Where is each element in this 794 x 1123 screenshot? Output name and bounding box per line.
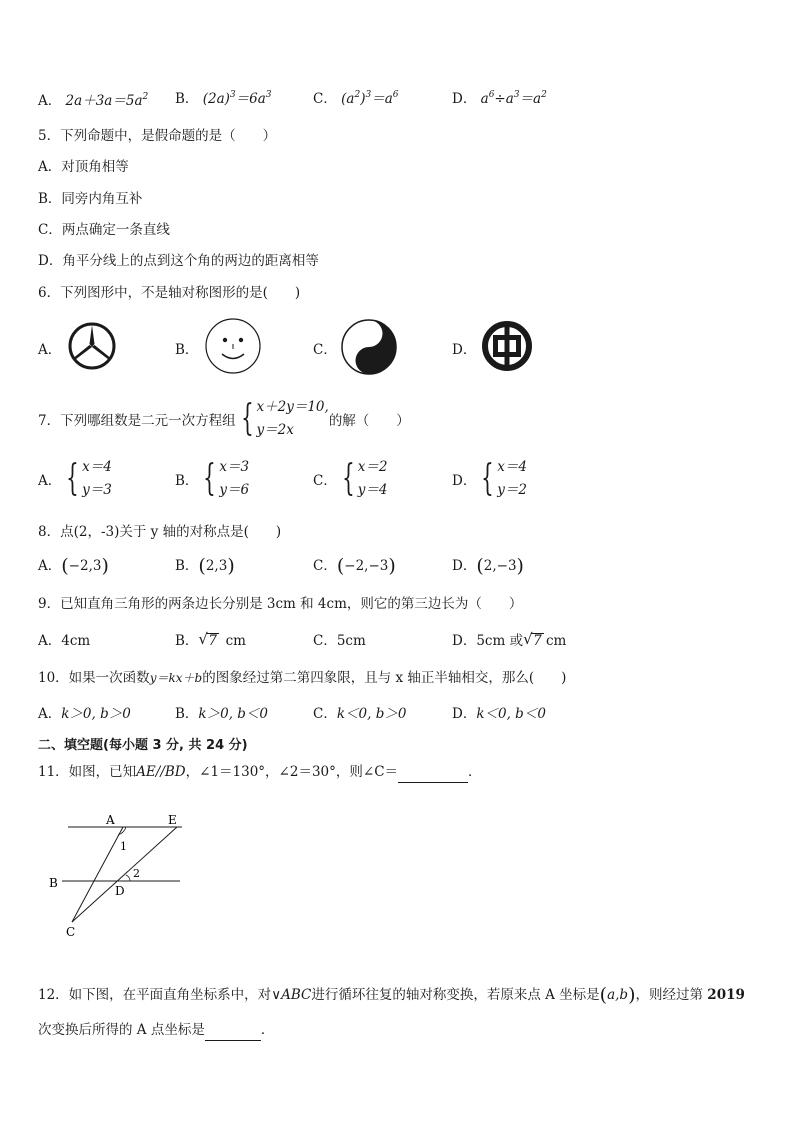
q6-stem: 6．下列图形中，不是轴对称图形的是( ) xyxy=(38,285,301,301)
label-d: D xyxy=(115,884,125,898)
q10-option-a: A．k＞0, b＞0 xyxy=(38,706,131,722)
q11-stem: 11．如图，已知AE//BD，∠1＝130°，∠2＝30°，则∠C＝ ． xyxy=(38,760,482,783)
q9-option-b: B． √ 7 cm xyxy=(175,630,246,649)
option-letter: B． xyxy=(175,91,199,107)
q9-stem: 9．已知直角三角形的两条边长分别是 3cm 和 4cm，则它的第三边长为（ ） xyxy=(38,596,523,612)
q6-letter-b: B． xyxy=(175,342,199,358)
q8-option-a: A．(−2,3) xyxy=(38,555,109,577)
q5-option-d: D．角平分线上的点到这个角的两边的距离相等 xyxy=(38,253,319,269)
q11-geometry-figure xyxy=(40,805,200,950)
q10-option-c: C．k＜0, b＞0 xyxy=(313,706,407,722)
label-b: B xyxy=(49,876,58,890)
q5-option-b: B．同旁内角互补 xyxy=(38,191,143,207)
q7-stem: 7．下列哪组数是二元一次方程组 { x＋2y＝10, y＝2x的解（ ） xyxy=(38,398,410,439)
q5-option-a: A．对顶角相等 xyxy=(38,159,129,175)
q8-option-d: D．(2,−3) xyxy=(452,555,524,577)
answer-blank[interactable] xyxy=(398,766,468,783)
q12-number: 2019 xyxy=(707,987,745,1003)
yin-yang-icon xyxy=(340,318,398,376)
q7-option-b: B． { x＝3 y＝6 xyxy=(175,458,250,499)
q7-eq2: y＝2x xyxy=(256,422,294,438)
label-angle-1: 1 xyxy=(120,840,127,853)
q5-stem: 5．下列命题中，是假命题的是（ ） xyxy=(38,128,277,144)
q7-option-c: C． { x＝2 y＝4 xyxy=(313,458,388,499)
q8-stem: 8．点(2，-3)关于 y 轴的对称点是( ) xyxy=(38,524,282,540)
option-letter: C． xyxy=(313,91,337,107)
label-a: A xyxy=(106,813,115,827)
bank-of-china-logo-icon xyxy=(480,319,534,373)
label-c: C xyxy=(66,925,76,939)
q7-option-a: A． { x＝4 y＝3 xyxy=(38,458,112,499)
q8-option-c: C．(−2,−3) xyxy=(313,555,396,577)
q9-option-a: A．4cm xyxy=(38,633,91,649)
q10-option-b: B．k＞0, b＜0 xyxy=(175,706,269,722)
option-letter: A． xyxy=(38,93,62,109)
q4-option-a: A． $2a+3a=5a^2$ xyxy=(38,91,149,109)
q6-letter-c: C． xyxy=(313,342,337,358)
sqrt-symbol: √ 7 xyxy=(523,630,542,649)
q8-option-b: B．(2,3) xyxy=(175,555,235,577)
q10-option-d: D．k＜0, b＜0 xyxy=(452,706,546,722)
q5-option-c: C．两点确定一条直线 xyxy=(38,222,170,238)
section-heading: 二、填空题(每小题 3 分, 共 24 分) xyxy=(38,738,248,753)
q6-letter-d: D． xyxy=(452,342,477,358)
q6-letter-a: A． xyxy=(38,342,62,358)
sqrt-symbol: √ 7 xyxy=(198,630,218,649)
q4-option-d: D． $a^6\div a^3=a^2$ xyxy=(452,89,547,107)
q7-option-d: D． { x＝4 y＝2 xyxy=(452,458,527,499)
q4-option-b: B． $(2a)^3=6a^3$ xyxy=(175,89,272,107)
q12-line2: 次变换后所得的 A 点坐标是 ． xyxy=(38,1018,274,1041)
option-letter: D． xyxy=(452,91,477,107)
q9-option-d: D．5cm 或 √ 7 cm xyxy=(452,630,567,649)
mercedes-logo-icon xyxy=(67,321,117,371)
q10-stem: 10．如果一次函数y＝kx＋b的图象经过第二第四象限，且与 x 轴正半轴相交，那么( ) xyxy=(38,670,567,686)
label-e: E xyxy=(168,813,177,827)
q9-option-c: C．5cm xyxy=(313,633,366,649)
answer-blank[interactable] xyxy=(205,1024,261,1041)
q4-option-c: C． $(a^2)^3=a^6$ xyxy=(313,89,399,107)
smiley-face-icon xyxy=(204,317,262,375)
q7-eq1: x＋2y＝10, xyxy=(256,399,329,415)
label-angle-2: 2 xyxy=(133,867,140,880)
q12-line1: 12．如下图，在平面直角坐标系中，对∨ABC进行循环往复的轴对称变换，若原来点 A 坐标是(a,b)，则经过第 2019 xyxy=(38,984,745,1006)
